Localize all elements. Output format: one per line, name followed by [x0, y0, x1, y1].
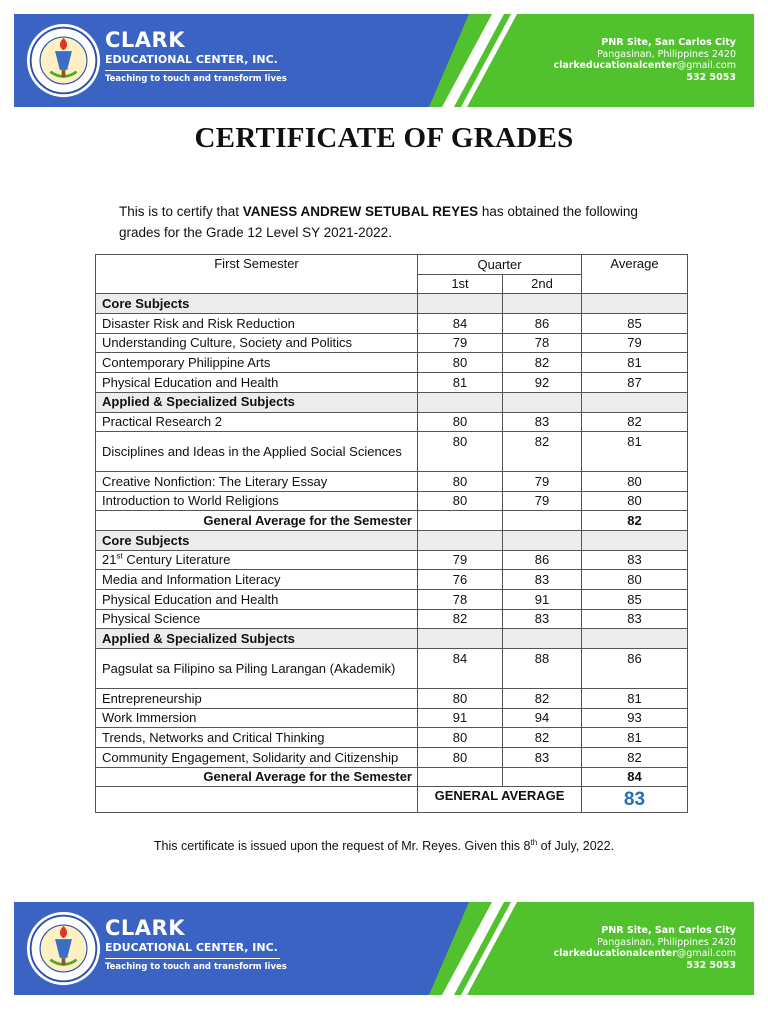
email-domain: @gmail.com	[676, 60, 736, 71]
average-cell: 86	[582, 649, 688, 689]
subject-cell	[96, 550, 418, 570]
header-banner	[14, 14, 754, 107]
general-average-label: GENERAL AVERAGE	[418, 787, 582, 813]
q2-grade-cell: 83	[503, 570, 582, 590]
brand-divider	[105, 70, 280, 71]
subject-cell: Contemporary Philippine Arts	[96, 353, 418, 373]
q2-grade-cell: 79	[503, 471, 582, 491]
issuance-note	[0, 839, 768, 853]
table-row	[96, 373, 688, 393]
section-label: Core Subjects	[96, 294, 418, 314]
table-row	[96, 353, 688, 373]
section-label: Applied & Specialized Subjects	[96, 392, 418, 412]
average-cell: 83	[582, 550, 688, 570]
intro-paragraph	[119, 201, 659, 243]
note-before: This certificate is issued upon the request of Mr. Reyes. Given this 8	[153, 839, 531, 853]
quarter-header: Quarter	[418, 255, 582, 275]
email-user: clarkeducationalcenter	[553, 948, 677, 959]
q1-grade-cell: 82	[418, 609, 503, 629]
q2-grade-cell: 94	[503, 708, 582, 728]
section-label: Core Subjects	[96, 531, 418, 551]
subject-cell: Practical Research 2	[96, 412, 418, 432]
school-tagline: Teaching to touch and transform lives	[105, 962, 287, 972]
semester-average-label: General Average for the Semester	[96, 511, 418, 531]
average-cell: 82	[582, 412, 688, 432]
q2-grade-cell: 79	[503, 491, 582, 511]
average-cell: 87	[582, 373, 688, 393]
subject-prefix: 21	[102, 552, 117, 568]
grades-table	[95, 254, 688, 813]
average-cell: 79	[582, 333, 688, 353]
table-row	[96, 491, 688, 511]
q2-grade-cell: 88	[503, 649, 582, 689]
table-row	[96, 333, 688, 353]
average-cell: 81	[582, 353, 688, 373]
q2-grade-cell: 92	[503, 373, 582, 393]
average-cell: 83	[582, 609, 688, 629]
q1-grade-cell: 80	[418, 471, 503, 491]
average-cell: 81	[582, 688, 688, 708]
subject-superscript: st	[116, 552, 123, 561]
table-header-row	[96, 255, 688, 275]
table-row	[96, 314, 688, 334]
general-average-row	[96, 787, 688, 813]
section-label: Applied & Specialized Subjects	[96, 629, 418, 649]
q2-grade-cell: 82	[503, 432, 582, 472]
q1-grade-cell: 79	[418, 550, 503, 570]
q1-grade-cell: 80	[418, 688, 503, 708]
table-row	[96, 570, 688, 590]
table-row	[96, 412, 688, 432]
section-row	[96, 629, 688, 649]
semester-header: First Semester	[96, 255, 418, 294]
subject-cell: Understanding Culture, Society and Politics	[96, 333, 418, 353]
subject-cell: Creative Nonfiction: The Literary Essay	[96, 471, 418, 491]
average-cell: 80	[582, 570, 688, 590]
section-row	[96, 531, 688, 551]
table-row	[96, 609, 688, 629]
s1-applied-rows	[96, 412, 688, 511]
q1-grade-cell: 80	[418, 412, 503, 432]
note-sup: th	[530, 837, 538, 847]
average-cell: 80	[582, 471, 688, 491]
q1-grade-cell: 81	[418, 373, 503, 393]
subject-cell: Disciplines and Ideas in the Applied Social Sciences	[96, 432, 418, 472]
subject-cell: Physical Education and Health	[96, 590, 418, 610]
q2-grade-cell: 78	[503, 333, 582, 353]
average-cell: 81	[582, 432, 688, 472]
s1-core-rows	[96, 314, 688, 393]
q1-grade-cell: 80	[418, 728, 503, 748]
footer-banner	[14, 902, 754, 995]
q1-grade-cell: 79	[418, 333, 503, 353]
q1-grade-cell: 80	[418, 432, 503, 472]
email	[553, 60, 736, 72]
brand-divider	[105, 958, 280, 959]
q2-grade-cell: 86	[503, 550, 582, 570]
subject-cell: Trends, Networks and Critical Thinking	[96, 728, 418, 748]
school-brand	[105, 28, 287, 85]
q2-grade-cell: 82	[503, 728, 582, 748]
subject-cell: Physical Education and Health	[96, 373, 418, 393]
s2-applied-rows	[96, 649, 688, 768]
note-after: of July, 2022.	[537, 839, 615, 853]
table-row	[96, 649, 688, 689]
average-cell: 81	[582, 728, 688, 748]
email	[553, 948, 736, 960]
contact-block	[553, 925, 736, 971]
address-line-1: PNR Site, San Carlos City	[601, 37, 736, 48]
subject-cell: Introduction to World Religions	[96, 491, 418, 511]
subject-cell: Media and Information Literacy	[96, 570, 418, 590]
school-name: CLARK	[105, 916, 185, 940]
q1-grade-cell: 84	[418, 314, 503, 334]
average-header: Average	[582, 255, 688, 294]
q2-grade-cell: 83	[503, 748, 582, 768]
q1-grade-cell: 91	[418, 708, 503, 728]
table-row	[96, 550, 688, 570]
school-brand	[105, 916, 287, 973]
semester-average-row	[96, 767, 688, 787]
school-subtitle: EDUCATIONAL CENTER, INC.	[105, 53, 278, 66]
table-row	[96, 590, 688, 610]
q1-grade-cell: 80	[418, 491, 503, 511]
q2-grade-cell: 83	[503, 609, 582, 629]
table-row	[96, 688, 688, 708]
q2-grade-cell: 91	[503, 590, 582, 610]
subject-cell: Physical Science	[96, 609, 418, 629]
intro-before: This is to certify that	[119, 204, 243, 219]
intro-after: has obtained the following grades for the Grade 12 Level SY 2021-2022.	[119, 204, 638, 240]
q1-grade-cell: 78	[418, 590, 503, 610]
subject-text: Century Literature	[122, 552, 231, 568]
semester-average-value: 82	[582, 511, 688, 531]
section-row	[96, 294, 688, 314]
subject-cell: Work Immersion	[96, 708, 418, 728]
average-cell: 93	[582, 708, 688, 728]
subject-cell: Disaster Risk and Risk Reduction	[96, 314, 418, 334]
q2-header: 2nd	[503, 274, 582, 294]
email-user: clarkeducationalcenter	[553, 60, 677, 71]
student-name: VANESS ANDREW SETUBAL REYES	[242, 204, 479, 219]
address-line-2: Pangasinan, Philippines 2420	[597, 48, 736, 60]
page-title: CERTIFICATE OF GRADES	[194, 122, 574, 154]
q2-grade-cell: 86	[503, 314, 582, 334]
phone: 532 5053	[686, 71, 736, 83]
school-subtitle: EDUCATIONAL CENTER, INC.	[105, 941, 278, 954]
average-cell: 82	[582, 748, 688, 768]
semester-average-row	[96, 511, 688, 531]
q1-grade-cell: 76	[418, 570, 503, 590]
section-row	[96, 392, 688, 412]
semester-average-label: General Average for the Semester	[96, 767, 418, 787]
subject-cell: Community Engagement, Solidarity and Citizenship	[96, 748, 418, 768]
q2-grade-cell: 82	[503, 688, 582, 708]
phone: 532 5053	[686, 959, 736, 971]
semester-average-value: 84	[582, 767, 688, 787]
q1-grade-cell: 84	[418, 649, 503, 689]
q1-grade-cell: 80	[418, 748, 503, 768]
s2-core-rows	[96, 550, 688, 629]
average-cell: 85	[582, 590, 688, 610]
average-cell: 85	[582, 314, 688, 334]
table-row	[96, 748, 688, 768]
q2-grade-cell: 82	[503, 353, 582, 373]
school-tagline: Teaching to touch and transform lives	[105, 74, 287, 84]
email-domain: @gmail.com	[676, 948, 736, 959]
q1-grade-cell: 80	[418, 353, 503, 373]
address-line-1: PNR Site, San Carlos City	[601, 925, 736, 936]
contact-block	[553, 37, 736, 83]
average-cell: 80	[582, 491, 688, 511]
subject-cell: Pagsulat sa Filipino sa Piling Larangan (Akademik)	[96, 649, 418, 689]
school-seal-icon	[26, 23, 101, 98]
table-row	[96, 471, 688, 491]
address-line-2: Pangasinan, Philippines 2420	[597, 936, 736, 948]
general-average-value: 83	[582, 787, 688, 813]
table-row	[96, 432, 688, 472]
table-row	[96, 728, 688, 748]
subject-cell: Entrepreneurship	[96, 688, 418, 708]
table-row	[96, 708, 688, 728]
school-seal-icon	[26, 911, 101, 986]
school-name: CLARK	[105, 28, 185, 52]
q1-header: 1st	[418, 274, 503, 294]
q2-grade-cell: 83	[503, 412, 582, 432]
